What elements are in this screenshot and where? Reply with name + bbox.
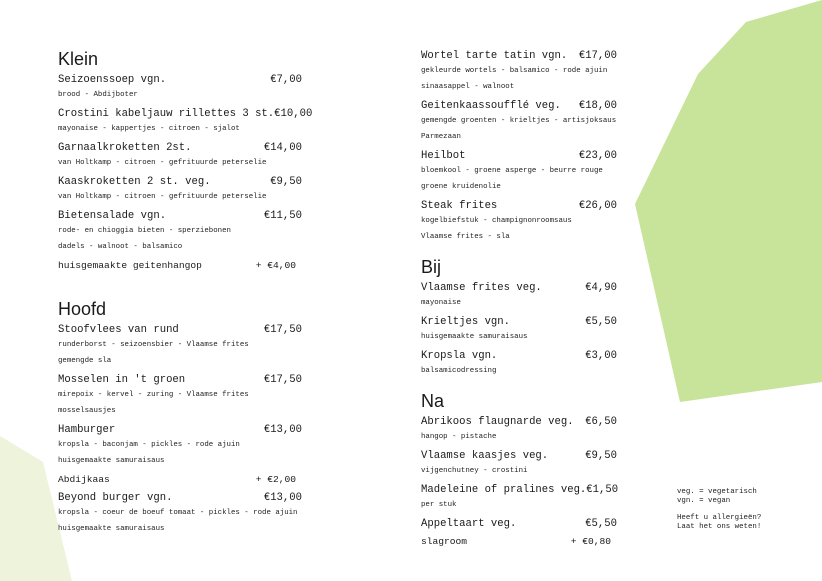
menu-item [421, 281, 617, 311]
menu-item [421, 449, 617, 479]
menu-item [58, 107, 313, 137]
menu-section [58, 49, 313, 273]
menu-item-price: €26,00 [578, 200, 617, 212]
green-polygon-shape [635, 0, 822, 402]
menu-section [421, 391, 617, 549]
menu-item [58, 209, 302, 255]
menu-item-row [421, 349, 617, 363]
menu-item [421, 49, 617, 95]
menu-item-price: €18,00 [578, 100, 617, 112]
menu-item [421, 349, 617, 379]
menu-item-row [421, 415, 617, 429]
menu-item-description: Vlaamse frites - sla [421, 233, 510, 241]
menu-item-description: per stuk [421, 501, 457, 509]
menu-item-name: Kaaskroketten 2 st. veg. [58, 176, 211, 188]
menu-item-description: huisgemaakte samuraisaus [421, 333, 528, 341]
section-title: Hoofd [58, 299, 107, 319]
menu-item-name: Geitenkaassoufflé veg. [421, 100, 561, 112]
menu-item-row [58, 323, 302, 337]
menu-item-description: mosselsausjes [58, 407, 116, 415]
menu-item-description: gemengde sla [58, 357, 112, 365]
extra-option-name: slagroom [421, 536, 468, 547]
menu-item-name: Crostini kabeljauw rillettes 3 st. [58, 108, 275, 120]
legend-line-vegetarian: veg. = vegetarisch [677, 488, 757, 496]
menu-item [58, 373, 302, 419]
menu-item [421, 199, 617, 245]
menu-item-row [58, 107, 313, 121]
menu-item-price: €1,50 [586, 484, 619, 496]
extra-option-price: + €4,00 [255, 260, 296, 271]
menu-item-price: €6,50 [585, 416, 617, 428]
menu-item [421, 99, 617, 145]
menu-item-description: huisgemaakte samuraisaus [58, 525, 165, 533]
menu-item-price: €5,50 [585, 316, 617, 328]
menu-item-description: huisgemaakte samuraisaus [58, 457, 165, 465]
menu-item-description: rode- en chioggia bieten - sperziebonen [58, 227, 231, 235]
menu-item-description: Parmezaan [421, 133, 461, 141]
menu-item-price: €7,00 [270, 74, 302, 86]
diet-legend [677, 488, 761, 532]
menu-item-description: runderborst - seizoensbier - Vlaamse frites [58, 341, 249, 349]
menu-item-name: Kropsla vgn. [421, 350, 498, 362]
section-title: Bij [421, 257, 442, 277]
menu-item-description: balsamicodressing [421, 367, 497, 375]
menu-item-name: Vlaamse kaasjes veg. [421, 450, 549, 462]
menu-item-description: gemengde groenten - krieltjes - artisjoksaus [421, 117, 617, 125]
menu-item-price: €5,50 [585, 518, 617, 530]
menu-item [58, 73, 302, 103]
menu-item [58, 423, 302, 469]
menu-item-price: €9,50 [270, 176, 302, 188]
menu-item-name: Hamburger [58, 424, 116, 436]
menu-item [58, 175, 302, 205]
menu-item-name: Mosselen in 't groen [58, 374, 186, 386]
extra-option-price: + €2,00 [255, 474, 296, 485]
menu-item-row [421, 517, 617, 531]
menu-item-description: groene kruidenolie [421, 183, 501, 191]
menu-item-price: €10,00 [274, 108, 313, 120]
menu-section [421, 49, 617, 245]
menu-item-name: Bietensalade vgn. [58, 210, 167, 222]
menu-item-description: mayonaise [421, 299, 461, 307]
menu-item [421, 315, 617, 345]
menu-item-description: van Holtkamp - citroen - gefrituurde peterselie [58, 159, 267, 167]
menu-item [421, 517, 617, 531]
menu-item-price: €9,50 [585, 450, 617, 462]
menu-item [421, 149, 617, 195]
menu-item-description: van Holtkamp - citroen - gefrituurde peterselie [58, 193, 267, 201]
menu-item-description: kogelbiefstuk - champignonroomsaus [421, 217, 572, 225]
extra-option-name: huisgemaakte geitenhangop [58, 260, 202, 271]
menu-item-description: kropsla - baconjam - pickles - rode ajuin [58, 441, 240, 449]
menu-item-name: Garnaalkroketten 2st. [58, 142, 192, 154]
menu-item [421, 483, 617, 513]
menu-item-row [58, 141, 302, 155]
menu-column-right [421, 49, 617, 553]
menu-item-price: €17,50 [263, 374, 302, 386]
extra-option-name: Abdijkaas [58, 474, 110, 485]
menu-extra-option [58, 473, 302, 487]
menu-item-name: Krieltjes vgn. [421, 316, 511, 328]
menu-item [58, 323, 302, 369]
menu-item-name: Seizoenssoep vgn. [58, 74, 167, 86]
menu-item-name: Appeltaart veg. [421, 518, 517, 530]
menu-item-row [58, 175, 302, 189]
menu-item-row [58, 73, 302, 87]
menu-item-price: €23,00 [578, 150, 617, 162]
menu-item [58, 141, 302, 171]
menu-item-row [421, 281, 617, 295]
menu-item [58, 491, 302, 537]
section-title: Klein [58, 49, 99, 69]
menu-item-name: Abrikoos flaugnarde veg. [421, 416, 574, 428]
menu-item-description: vijgenchutney - crostini [421, 467, 528, 475]
menu-item-row [58, 491, 302, 505]
menu-item-row [421, 49, 617, 63]
menu-item-description: bloemkool - groene asperge - beurre rouge [421, 167, 603, 175]
menu-item-price: €17,00 [578, 50, 617, 62]
menu-item-name: Vlaamse frites veg. [421, 282, 542, 294]
menu-item-price: €13,00 [263, 492, 302, 504]
menu-item-row [58, 209, 302, 223]
menu-item-description: sinaasappel - walnoot [421, 83, 515, 91]
menu-item-name: Steak frites [421, 200, 498, 212]
menu-item-row [421, 99, 617, 113]
allergy-note-line-1: Heeft u allergieën? [677, 514, 762, 522]
menu-extra-option [58, 259, 302, 273]
menu-item-price: €17,50 [263, 324, 302, 336]
menu-item-price: €4,90 [585, 282, 617, 294]
menu-item-price: €13,00 [263, 424, 302, 436]
legend-line-vegan: vgn. = vegan [677, 497, 731, 505]
menu-item-row [421, 199, 617, 213]
menu-extra-option [421, 535, 617, 549]
section-title: Na [421, 391, 445, 411]
menu-item-row [58, 423, 302, 437]
menu-item-row [421, 149, 617, 163]
menu-item-name: Heilbot [421, 150, 466, 162]
menu-item-price: €14,00 [263, 142, 302, 154]
menu-item-description: hangop - pistache [421, 433, 497, 441]
menu-item-name: Madeleine of pralines veg. [421, 484, 587, 496]
menu-item-name: Wortel tarte tatin vgn. [421, 50, 568, 62]
menu-item-row [421, 483, 617, 497]
menu-section [58, 299, 302, 537]
menu-item-price: €3,00 [585, 350, 617, 362]
menu-item-name: Stoofvlees van rund [58, 324, 179, 336]
menu-item-row [421, 315, 617, 329]
menu-item-name: Beyond burger vgn. [58, 492, 173, 504]
menu-item-description: brood - Abdijboter [58, 91, 138, 99]
menu-item-description: gekleurde wortels - balsamico - rode ajuin [421, 67, 608, 75]
menu-item-description: kropsla - coeur de boeuf tomaat - pickles - rode ajuin [58, 509, 298, 517]
menu-item-description: dadels - walnoot - balsamico [58, 243, 183, 251]
menu-item [421, 415, 617, 445]
extra-option-price: + €0,80 [570, 536, 611, 547]
menu-item-price: €11,50 [263, 210, 302, 222]
menu-item-description: mirepoix - kervel - zuring - Vlaamse frites [58, 391, 249, 399]
menu-item-description: mayonaise - kappertjes - citroen - sjalot [58, 125, 240, 133]
menu-item-row [421, 449, 617, 463]
menu-section [421, 257, 617, 379]
allergy-note-line-2: Laat het ons weten! [677, 523, 762, 531]
menu-item-row [58, 373, 302, 387]
menu-column-left [58, 49, 313, 541]
